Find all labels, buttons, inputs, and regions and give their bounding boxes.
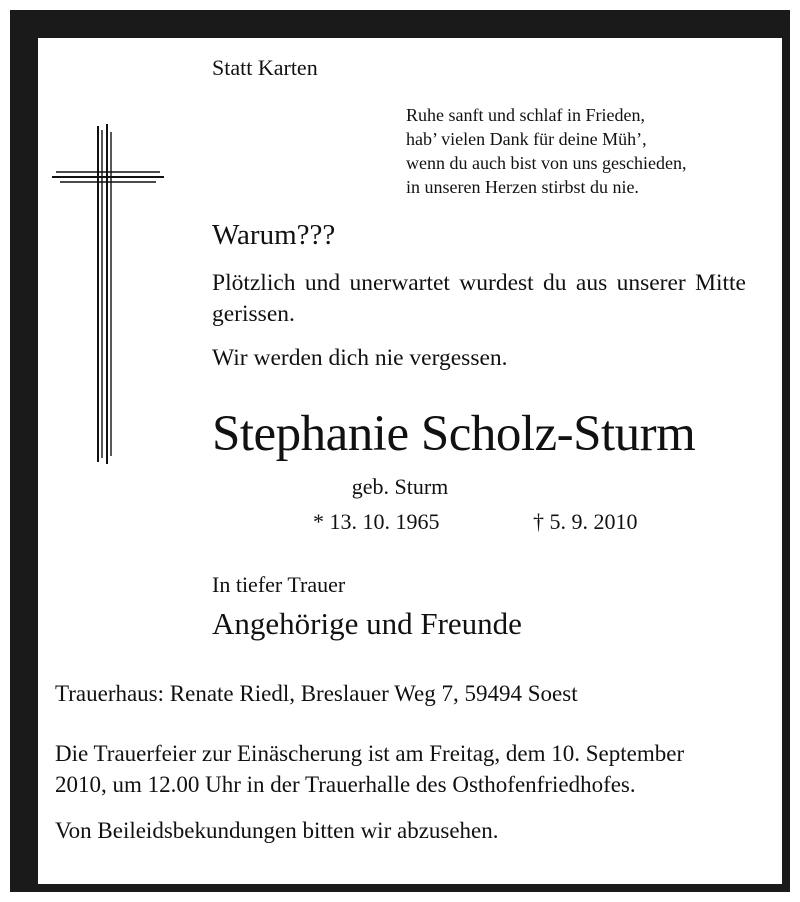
ceremony-line: 2010, um 12.00 Uhr in der Trauerhalle des Osthofenfriedhofes. bbox=[55, 772, 636, 797]
header-statt-karten: Statt Karten bbox=[212, 55, 318, 80]
mourning-line: In tiefer Trauer bbox=[212, 572, 346, 597]
question-heading: Warum??? bbox=[212, 219, 336, 251]
ceremony-info bbox=[55, 738, 684, 800]
paragraph-sudden-loss: Plötzlich und unerwartet wurdest du aus unserer Mitte gerissen. bbox=[212, 270, 746, 327]
death-date: † 5. 9. 2010 bbox=[533, 509, 638, 534]
mourners: Angehörige und Freunde bbox=[212, 606, 522, 641]
paragraph-never-forget: Wir werden dich nie vergessen. bbox=[212, 345, 508, 371]
birth-date: * 13. 10. 1965 bbox=[313, 509, 440, 534]
cross-icon bbox=[50, 122, 166, 467]
closing-note: Von Beileidsbekundungen bitten wir abzusehen. bbox=[55, 818, 499, 843]
poem-line: in unseren Herzen stirbst du nie. bbox=[406, 177, 639, 197]
poem bbox=[406, 103, 686, 199]
poem-line: wenn du auch bist von uns geschieden, bbox=[406, 153, 687, 173]
deceased-name: Stephanie Scholz-Sturm bbox=[212, 406, 696, 462]
house-of-mourning: Trauerhaus: Renate Riedl, Breslauer Weg 7, 59494 Soest bbox=[55, 681, 578, 706]
ceremony-line: Die Trauerfeier zur Einäscherung ist am Freitag, dem 10. September bbox=[55, 741, 685, 766]
poem-line: hab’ vielen Dank für deine Müh’, bbox=[406, 129, 647, 149]
birth-name: geb. Sturm bbox=[351, 474, 449, 499]
poem-line: Ruhe sanft und schlaf in Frieden, bbox=[406, 105, 645, 125]
